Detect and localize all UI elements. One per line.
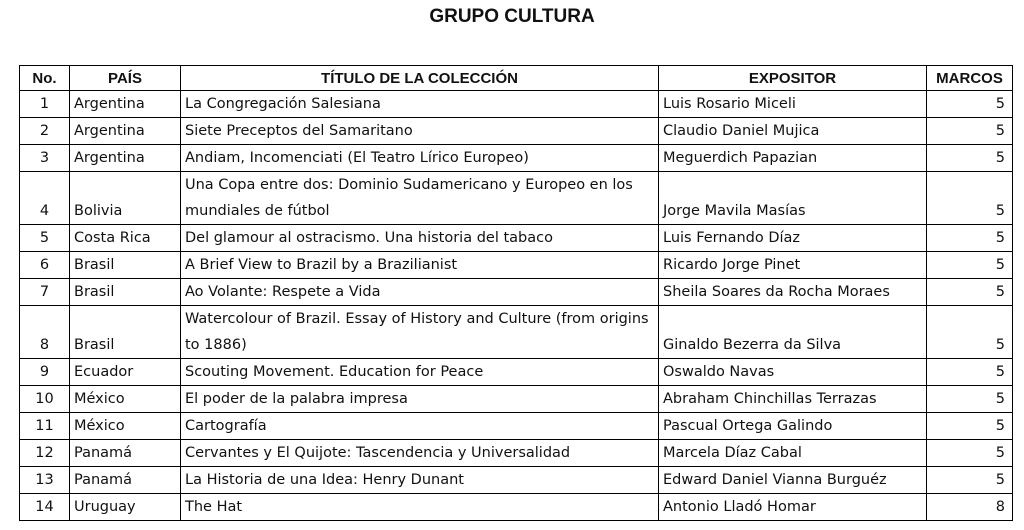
cell-frames: 5 — [927, 467, 1013, 494]
cell-frames: 5 — [927, 172, 1013, 225]
cell-collection: Siete Preceptos del Samaritano — [181, 118, 659, 145]
table-row — [20, 413, 1013, 440]
table-row — [20, 359, 1013, 386]
exhibits-table — [19, 65, 1013, 521]
table-header-row — [20, 66, 1013, 91]
header-exhibitor: EXPOSITOR — [659, 66, 927, 91]
table-row — [20, 145, 1013, 172]
table-row — [20, 386, 1013, 413]
cell-exhibitor: Abraham Chinchillas Terrazas — [659, 386, 927, 413]
cell-collection: The Hat — [181, 494, 659, 521]
cell-country: Brasil — [70, 252, 181, 279]
cell-frames: 5 — [927, 413, 1013, 440]
cell-frames: 5 — [927, 306, 1013, 359]
cell-no: 11 — [20, 413, 70, 440]
cell-no: 6 — [20, 252, 70, 279]
cell-exhibitor: Luis Fernando Díaz — [659, 225, 927, 252]
cell-no: 13 — [20, 467, 70, 494]
cell-collection: Watercolour of Brazil. Essay of History and Culture (from origins to 1886) — [181, 306, 659, 359]
table-row — [20, 91, 1013, 118]
table-row — [20, 494, 1013, 521]
cell-exhibitor: Pascual Ortega Galindo — [659, 413, 927, 440]
table-row — [20, 118, 1013, 145]
cell-no: 3 — [20, 145, 70, 172]
cell-frames: 5 — [927, 252, 1013, 279]
cell-frames: 5 — [927, 279, 1013, 306]
cell-frames: 5 — [927, 91, 1013, 118]
cell-country: Costa Rica — [70, 225, 181, 252]
cell-collection: Cervantes y El Quijote: Tascendencia y Universalidad — [181, 440, 659, 467]
cell-collection: Andiam, Incomenciati (El Teatro Lírico Europeo) — [181, 145, 659, 172]
cell-frames: 5 — [927, 225, 1013, 252]
cell-no: 8 — [20, 306, 70, 359]
cell-no: 1 — [20, 91, 70, 118]
cell-collection: Una Copa entre dos: Dominio Sudamericano y Europeo en los mundiales de fútbol — [181, 172, 659, 225]
cell-collection: La Congregación Salesiana — [181, 91, 659, 118]
table-row — [20, 440, 1013, 467]
cell-collection: Ao Volante: Respete a Vida — [181, 279, 659, 306]
document-title: GRUPO CULTURA — [429, 6, 595, 27]
cell-no: 5 — [20, 225, 70, 252]
cell-country: Uruguay — [70, 494, 181, 521]
cell-country: Brasil — [70, 279, 181, 306]
table-row — [20, 252, 1013, 279]
cell-country: Argentina — [70, 91, 181, 118]
cell-exhibitor: Ginaldo Bezerra da Silva — [659, 306, 927, 359]
cell-country: México — [70, 413, 181, 440]
cell-country: México — [70, 386, 181, 413]
cell-country: Argentina — [70, 118, 181, 145]
cell-country: Brasil — [70, 306, 181, 359]
header-country: PAÍS — [70, 66, 181, 91]
cell-exhibitor: Claudio Daniel Mujica — [659, 118, 927, 145]
cell-country: Bolivia — [70, 172, 181, 225]
header-no: No. — [20, 66, 70, 91]
cell-frames: 5 — [927, 145, 1013, 172]
cell-exhibitor: Jorge Mavila Masías — [659, 172, 927, 225]
cell-collection: Cartografía — [181, 413, 659, 440]
cell-collection: A Brief View to Brazil by a Brazilianist — [181, 252, 659, 279]
cell-collection: El poder de la palabra impresa — [181, 386, 659, 413]
cell-no: 4 — [20, 172, 70, 225]
table-row — [20, 306, 1013, 359]
cell-frames: 5 — [927, 359, 1013, 386]
cell-exhibitor: Antonio Lladó Homar — [659, 494, 927, 521]
cell-collection: Del glamour al ostracismo. Una historia del tabaco — [181, 225, 659, 252]
cell-country: Panamá — [70, 467, 181, 494]
cell-country: Panamá — [70, 440, 181, 467]
cell-no: 7 — [20, 279, 70, 306]
cell-country: Ecuador — [70, 359, 181, 386]
table-row — [20, 467, 1013, 494]
cell-no: 10 — [20, 386, 70, 413]
cell-collection: Scouting Movement. Education for Peace — [181, 359, 659, 386]
cell-no: 2 — [20, 118, 70, 145]
cell-frames: 8 — [927, 494, 1013, 521]
cell-exhibitor: Oswaldo Navas — [659, 359, 927, 386]
cell-exhibitor: Ricardo Jorge Pinet — [659, 252, 927, 279]
table-body — [20, 91, 1013, 521]
cell-country: Argentina — [70, 145, 181, 172]
table-row — [20, 172, 1013, 225]
cell-frames: 5 — [927, 440, 1013, 467]
cell-frames: 5 — [927, 118, 1013, 145]
cell-exhibitor: Edward Daniel Vianna Burguéz — [659, 467, 927, 494]
cell-exhibitor: Marcela Díaz Cabal — [659, 440, 927, 467]
header-collection: TÍTULO DE LA COLECCIÓN — [181, 66, 659, 91]
cell-no: 9 — [20, 359, 70, 386]
cell-frames: 5 — [927, 386, 1013, 413]
cell-collection: La Historia de una Idea: Henry Dunant — [181, 467, 659, 494]
cell-no: 12 — [20, 440, 70, 467]
cell-exhibitor: Meguerdich Papazian — [659, 145, 927, 172]
table-row — [20, 279, 1013, 306]
cell-exhibitor: Sheila Soares da Rocha Moraes — [659, 279, 927, 306]
cell-no: 14 — [20, 494, 70, 521]
cell-exhibitor: Luis Rosario Miceli — [659, 91, 927, 118]
header-frames: MARCOS — [927, 66, 1013, 91]
table-row — [20, 225, 1013, 252]
